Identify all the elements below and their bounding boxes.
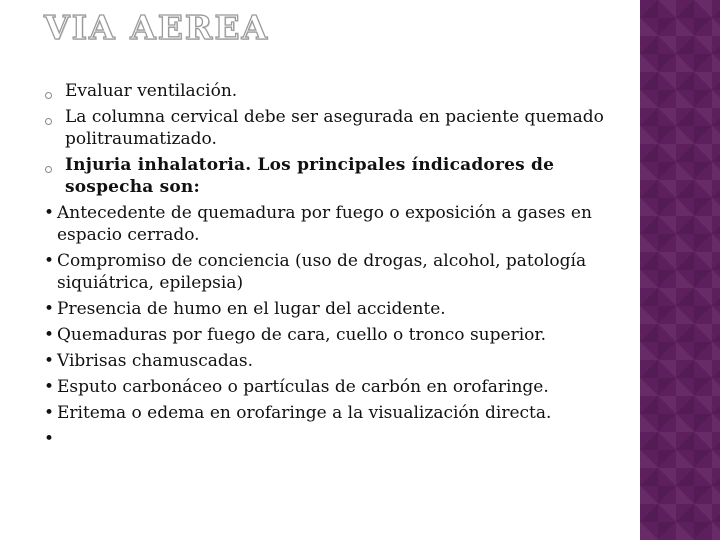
slide-title: VIA AEREA xyxy=(44,8,270,47)
hollow-circle-bullet-icon xyxy=(45,92,52,99)
sub-bullet-item xyxy=(44,202,634,246)
bullet-item xyxy=(44,106,634,150)
sub-bullet-item xyxy=(44,324,634,346)
bullet-item-bold xyxy=(44,154,634,198)
hollow-circle-bullet-icon xyxy=(45,118,52,125)
sub-bullet-text: Compromiso de conciencia (uso de drogas, alcohol, patología siquiátrica, epilepsia) xyxy=(57,251,587,293)
sub-bullet-item xyxy=(44,250,634,294)
bullet-text: Evaluar ventilación. xyxy=(65,81,238,101)
sub-bullet-item xyxy=(44,376,634,398)
sub-bullet-text: Esputo carbonáceo o partículas de carbón en orofaringe. xyxy=(57,377,549,397)
hollow-circle-bullet-icon xyxy=(45,166,52,173)
sub-bullet-item xyxy=(44,298,634,320)
solid-bullet-icon: • xyxy=(44,429,55,449)
solid-bullet-icon: • xyxy=(44,299,55,319)
solid-bullet-icon: • xyxy=(44,251,55,271)
sub-bullet-text: Eritema o edema en orofaringe a la visualización directa. xyxy=(57,403,552,423)
bullet-text: La columna cervical debe ser asegurada en paciente quemado politraumatizado. xyxy=(65,107,604,149)
sub-bullet-text: Vibrisas chamuscadas. xyxy=(57,351,254,371)
sub-bullet-item xyxy=(44,402,634,424)
sub-bullet-item xyxy=(44,350,634,372)
solid-bullet-icon: • xyxy=(44,203,55,223)
bullet-text: Injuria inhalatoria. Los principales índicadores de sospecha son: xyxy=(65,155,555,197)
sub-bullet-text: Quemaduras por fuego de cara, cuello o tronco superior. xyxy=(57,325,547,345)
sub-bullet-text: Presencia de humo en el lugar del accidente. xyxy=(57,299,446,319)
decorative-sidebar xyxy=(640,0,720,540)
solid-bullet-icon: • xyxy=(44,351,55,371)
bullet-item xyxy=(44,80,634,102)
sub-bullet-text: Antecedente de quemadura por fuego o exposición a gases en espacio cerrado. xyxy=(57,203,592,245)
solid-bullet-icon: • xyxy=(44,403,55,423)
solid-bullet-icon: • xyxy=(44,377,55,397)
solid-bullet-icon: • xyxy=(44,325,55,345)
slide-content xyxy=(44,80,634,449)
